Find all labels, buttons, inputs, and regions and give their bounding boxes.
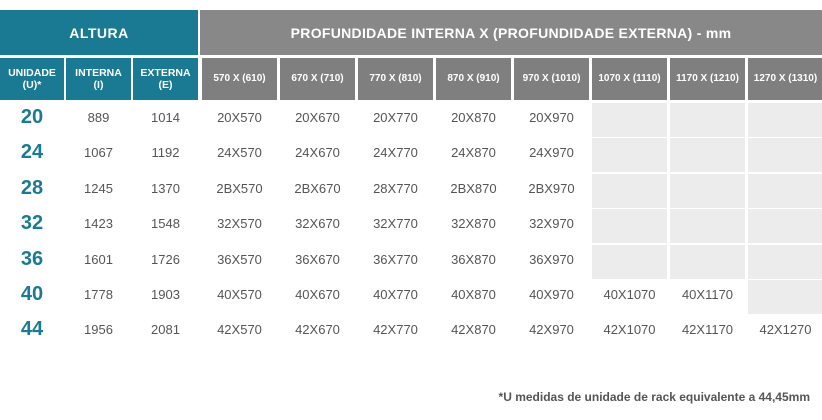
dimension-cell: 42X1070 xyxy=(603,322,656,337)
dimension-cell: 24X970 xyxy=(529,145,574,160)
dimension-cell: 42X870 xyxy=(451,322,496,337)
interna-value: 889 xyxy=(87,110,110,125)
dimension-cell: 40X1170 xyxy=(681,287,734,302)
unit-value: 28 xyxy=(20,177,44,199)
depth-column-header: 670 X (710) xyxy=(280,58,355,100)
unit-value: 36 xyxy=(20,248,44,270)
dimension-cell: 28X770 xyxy=(373,181,418,196)
dimension-cell: 36X770 xyxy=(373,252,418,267)
dimension-cell: 42X670 xyxy=(295,322,340,337)
footnote: *U medidas de unidade de rack equivalente a 44,45mm xyxy=(498,390,810,404)
empty-cell xyxy=(592,174,667,208)
dimension-cell: 36X570 xyxy=(217,252,262,267)
empty-cell xyxy=(748,138,822,172)
empty-cell xyxy=(670,209,745,243)
externa-value: 1726 xyxy=(151,252,180,267)
depth-column-header: 770 X (810) xyxy=(358,58,433,100)
unit-value: 24 xyxy=(20,141,44,163)
dimension-cell: 24X770 xyxy=(373,145,418,160)
externa-value: 1370 xyxy=(151,181,180,196)
dimension-cell: 40X770 xyxy=(373,287,418,302)
empty-cell xyxy=(670,138,745,172)
dimension-cell: 24X870 xyxy=(451,145,496,160)
empty-cell xyxy=(748,245,822,279)
dimension-cell: 40X970 xyxy=(529,287,574,302)
externa-value: 1192 xyxy=(151,145,180,160)
depth-column-header: 1070 X (1110) xyxy=(592,58,667,100)
dimension-cell: 20X770 xyxy=(373,110,418,125)
interna-value: 1778 xyxy=(84,287,113,302)
empty-cell xyxy=(592,245,667,279)
dimension-cell: 2BX570 xyxy=(216,181,263,196)
dimension-cell: 42X1270 xyxy=(759,322,812,337)
empty-cell xyxy=(670,103,745,137)
externa-value: 1903 xyxy=(151,287,180,302)
dimension-cell: 36X670 xyxy=(295,252,340,267)
dimension-cell: 20X570 xyxy=(217,110,262,125)
unit-value: 32 xyxy=(20,212,44,234)
interna-value: 1423 xyxy=(84,216,113,231)
altura-header: ALTURA xyxy=(0,10,198,55)
dimension-cell: 2BX970 xyxy=(528,181,575,196)
interna-value: 1245 xyxy=(84,181,113,196)
unit-value: 44 xyxy=(20,318,44,340)
depth-column-header: 1170 X (1210) xyxy=(670,58,745,100)
unit-value: 20 xyxy=(20,106,44,128)
depth-column-header: 870 X (910) xyxy=(436,58,511,100)
interna-value: 1956 xyxy=(84,322,113,337)
depth-column-header: 570 X (610) xyxy=(202,58,277,100)
empty-cell xyxy=(748,103,822,137)
interna-subheader: INTERNA (I) xyxy=(66,58,131,100)
dimension-cell: 42X970 xyxy=(529,322,574,337)
profundidade-header: PROFUNDIDADE INTERNA X (PROFUNDIDADE EXTERNA) - mm xyxy=(200,10,822,55)
externa-subheader: EXTERNA (E) xyxy=(133,58,198,100)
interna-value: 1601 xyxy=(84,252,113,267)
dimension-cell: 2BX670 xyxy=(294,181,341,196)
externa-value: 1548 xyxy=(151,216,180,231)
dimension-cell: 24X570 xyxy=(217,145,262,160)
empty-cell xyxy=(592,209,667,243)
empty-cell xyxy=(748,174,822,208)
depth-column-header: 1270 X (1310) xyxy=(748,58,822,100)
dimension-cell: 42X770 xyxy=(373,322,418,337)
dimension-cell: 36X870 xyxy=(451,252,496,267)
dimension-cell: 32X670 xyxy=(295,216,340,231)
empty-cell xyxy=(670,245,745,279)
dimension-cell: 32X970 xyxy=(529,216,574,231)
dimension-cell: 40X670 xyxy=(295,287,340,302)
dimension-cell: 42X570 xyxy=(217,322,262,337)
empty-cell xyxy=(592,103,667,137)
dimension-cell: 20X670 xyxy=(295,110,340,125)
dimension-cell: 32X770 xyxy=(373,216,418,231)
dimension-cell: 40X870 xyxy=(451,287,496,302)
depth-column-header: 970 X (1010) xyxy=(514,58,589,100)
dimension-cell: 40X1070 xyxy=(603,287,656,302)
externa-value: 2081 xyxy=(151,322,180,337)
dimension-cell: 32X870 xyxy=(451,216,496,231)
dimension-cell: 20X970 xyxy=(529,110,574,125)
dimension-cell: 20X870 xyxy=(451,110,496,125)
empty-cell xyxy=(748,280,822,314)
empty-cell xyxy=(670,174,745,208)
empty-cell xyxy=(748,209,822,243)
dimension-cell: 32X570 xyxy=(217,216,262,231)
unit-value: 40 xyxy=(20,283,44,305)
interna-value: 1067 xyxy=(84,145,113,160)
dimension-cell: 42X1170 xyxy=(681,322,734,337)
empty-cell xyxy=(592,138,667,172)
dimension-cell: 2BX870 xyxy=(450,181,497,196)
externa-value: 1014 xyxy=(151,110,180,125)
dimension-cell: 24X670 xyxy=(295,145,340,160)
dimension-cell: 40X570 xyxy=(217,287,262,302)
unidade-subheader: UNIDADE (U)* xyxy=(0,58,64,100)
dimension-cell: 36X970 xyxy=(529,252,574,267)
